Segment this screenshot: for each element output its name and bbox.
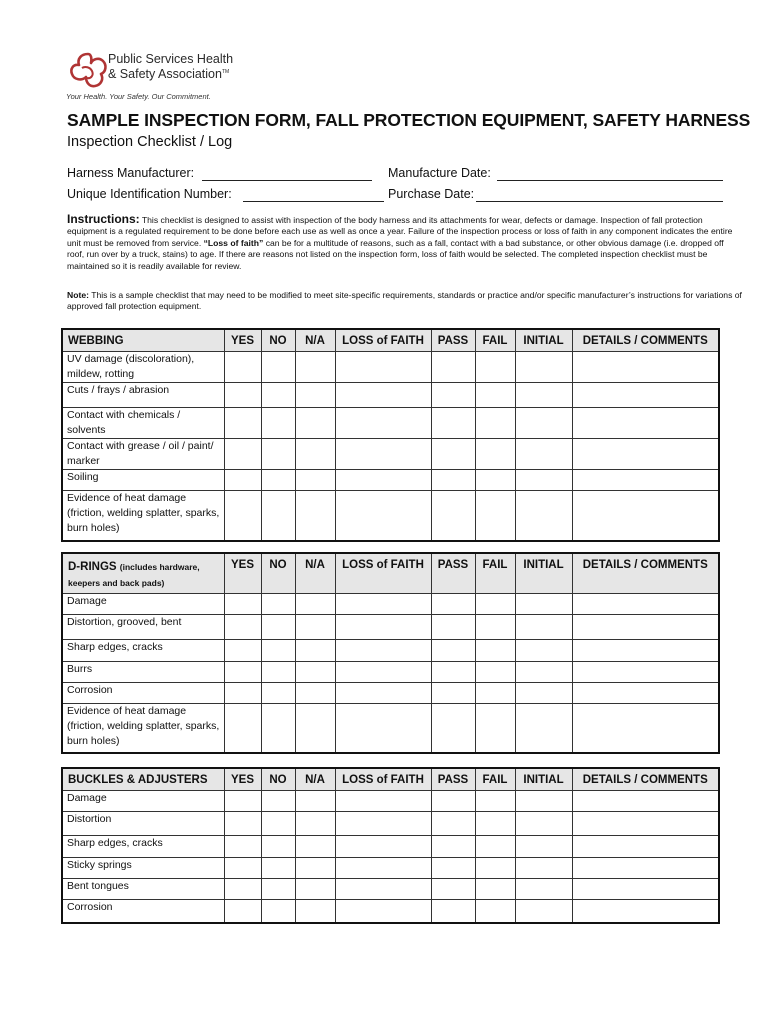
item-label: Soiling — [62, 470, 224, 491]
instructions-paragraph: Instructions: This checklist is designed to assist with inspection of the body harness and its attachments for wear, defects or damage. Inspection of fall protection equipment is a regulated requirement to be done before each use as well as once a year. Failure of the inspection process or loss of faith in any component indicates the entire unit must be removed from service. “Loss of faith” can be for a multitude of reasons, such as a fall, contact with a bad substance, or other obvious damage (i.e. dropped off roof, run over by a truck, stains) to age. If there are reasons not listed on the inspection form, loss of faith would be selected. The completed inspection checklist must be maintained so it is readily available for review. — [67, 212, 733, 271]
cell-fail[interactable] — [475, 439, 515, 470]
cell-pass[interactable] — [431, 470, 475, 491]
cell-initial[interactable] — [515, 491, 572, 541]
cell-pass[interactable] — [431, 879, 475, 900]
cell-yes[interactable] — [224, 594, 261, 615]
cell-no[interactable] — [261, 836, 295, 858]
cell-yes[interactable] — [224, 439, 261, 470]
cell-initial[interactable] — [515, 640, 572, 662]
cell-fail[interactable] — [475, 383, 515, 408]
cell-yes[interactable] — [224, 383, 261, 408]
cell-na[interactable] — [295, 836, 335, 858]
cell-na[interactable] — [295, 858, 335, 879]
cell-loss-of-faith[interactable] — [335, 615, 431, 640]
cell-fail[interactable] — [475, 704, 515, 753]
cell-initial[interactable] — [515, 408, 572, 439]
cell-pass[interactable] — [431, 836, 475, 858]
cell-fail[interactable] — [475, 491, 515, 541]
cell-pass[interactable] — [431, 408, 475, 439]
cell-yes[interactable] — [224, 615, 261, 640]
cell-comments[interactable] — [572, 491, 719, 541]
cell-comments[interactable] — [572, 704, 719, 753]
cell-no[interactable] — [261, 640, 295, 662]
col-fail: FAIL — [475, 553, 515, 594]
cell-pass[interactable] — [431, 704, 475, 753]
cell-pass[interactable] — [431, 640, 475, 662]
cell-no[interactable] — [261, 812, 295, 836]
col-yes: YES — [224, 329, 261, 352]
cell-loss-of-faith[interactable] — [335, 662, 431, 683]
col-initial: INITIAL — [515, 768, 572, 791]
d-rings-checklist-table — [61, 552, 720, 754]
cell-fail[interactable] — [475, 352, 515, 383]
cell-initial[interactable] — [515, 791, 572, 812]
col-initial: INITIAL — [515, 329, 572, 352]
item-label: Damage — [62, 791, 224, 812]
cell-yes[interactable] — [224, 704, 261, 753]
cell-fail[interactable] — [475, 900, 515, 923]
item-label: Evidence of heat damage (friction, welding splatter, sparks, burn holes) — [62, 704, 224, 753]
section-title: WEBBING — [62, 329, 224, 352]
col-details-comments: DETAILS / COMMENTS — [572, 768, 719, 791]
cell-fail[interactable] — [475, 812, 515, 836]
cell-initial[interactable] — [515, 812, 572, 836]
cell-loss-of-faith[interactable] — [335, 791, 431, 812]
cell-initial[interactable] — [515, 662, 572, 683]
col-na: N/A — [295, 553, 335, 594]
organization-logo — [66, 50, 246, 104]
table-row — [62, 352, 719, 383]
cell-fail[interactable] — [475, 470, 515, 491]
cell-no[interactable] — [261, 470, 295, 491]
col-no: NO — [261, 768, 295, 791]
cell-na[interactable] — [295, 662, 335, 683]
cell-no[interactable] — [261, 383, 295, 408]
table-row — [62, 383, 719, 408]
cell-initial[interactable] — [515, 900, 572, 923]
item-label: Contact with grease / oil / paint/ marker — [62, 439, 224, 470]
col-no: NO — [261, 553, 295, 594]
organization-tagline: Your Health. Your Safety. Our Commitment. — [66, 92, 211, 101]
item-label: Burrs — [62, 662, 224, 683]
table-row — [62, 615, 719, 640]
table-row — [62, 812, 719, 836]
item-label: Bent tongues — [62, 879, 224, 900]
cell-initial[interactable] — [515, 683, 572, 704]
cell-na[interactable] — [295, 439, 335, 470]
item-label: Corrosion — [62, 683, 224, 704]
table-row — [62, 704, 719, 753]
cell-no[interactable] — [261, 879, 295, 900]
buckles-adjusters-checklist-table — [61, 767, 720, 924]
cell-comments[interactable] — [572, 352, 719, 383]
table-row — [62, 879, 719, 900]
form-title: SAMPLE INSPECTION FORM, FALL PROTECTION EQUIPMENT, SAFETY HARNESS — [67, 110, 751, 130]
purchase-date-label: Purchase Date: — [388, 187, 475, 201]
unique-id-line[interactable] — [243, 201, 384, 202]
cell-loss-of-faith[interactable] — [335, 812, 431, 836]
cell-na[interactable] — [295, 352, 335, 383]
col-na: N/A — [295, 768, 335, 791]
cell-na[interactable] — [295, 791, 335, 812]
cell-yes[interactable] — [224, 408, 261, 439]
cell-comments[interactable] — [572, 836, 719, 858]
cell-na[interactable] — [295, 594, 335, 615]
col-initial: INITIAL — [515, 553, 572, 594]
cell-comments[interactable] — [572, 683, 719, 704]
psh-logo-icon — [68, 50, 108, 92]
cell-pass[interactable] — [431, 615, 475, 640]
cell-yes[interactable] — [224, 879, 261, 900]
item-label: Distortion, grooved, bent — [62, 615, 224, 640]
unique-id-label: Unique Identification Number: — [67, 187, 232, 201]
cell-na[interactable] — [295, 900, 335, 923]
table-header-row — [62, 553, 719, 594]
cell-yes[interactable] — [224, 858, 261, 879]
table-row — [62, 470, 719, 491]
col-fail: FAIL — [475, 329, 515, 352]
cell-pass[interactable] — [431, 683, 475, 704]
cell-comments[interactable] — [572, 662, 719, 683]
table-row — [62, 662, 719, 683]
cell-fail[interactable] — [475, 836, 515, 858]
table-header-row — [62, 768, 719, 791]
cell-no[interactable] — [261, 352, 295, 383]
col-loss-of-faith: LOSS of FAITH — [335, 329, 431, 352]
table-header-row — [62, 329, 719, 352]
trademark-mark: TM — [221, 69, 230, 75]
cell-na[interactable] — [295, 615, 335, 640]
cell-yes[interactable] — [224, 662, 261, 683]
cell-loss-of-faith[interactable] — [335, 640, 431, 662]
cell-yes[interactable] — [224, 491, 261, 541]
cell-pass[interactable] — [431, 352, 475, 383]
col-pass: PASS — [431, 768, 475, 791]
cell-comments[interactable] — [572, 594, 719, 615]
cell-na[interactable] — [295, 640, 335, 662]
cell-pass[interactable] — [431, 812, 475, 836]
cell-no[interactable] — [261, 900, 295, 923]
table-row — [62, 439, 719, 470]
cell-no[interactable] — [261, 662, 295, 683]
cell-loss-of-faith[interactable] — [335, 594, 431, 615]
cell-no[interactable] — [261, 439, 295, 470]
cell-initial[interactable] — [515, 383, 572, 408]
cell-loss-of-faith[interactable] — [335, 408, 431, 439]
cell-yes[interactable] — [224, 812, 261, 836]
table-row — [62, 683, 719, 704]
cell-loss-of-faith[interactable] — [335, 836, 431, 858]
cell-na[interactable] — [295, 704, 335, 753]
table-row — [62, 491, 719, 541]
table-row — [62, 791, 719, 812]
item-label: Corrosion — [62, 900, 224, 923]
cell-initial[interactable] — [515, 704, 572, 753]
cell-loss-of-faith[interactable] — [335, 900, 431, 923]
cell-loss-of-faith[interactable] — [335, 683, 431, 704]
form-subtitle: Inspection Checklist / Log — [67, 134, 233, 150]
cell-pass[interactable] — [431, 594, 475, 615]
cell-na[interactable] — [295, 408, 335, 439]
col-na: N/A — [295, 329, 335, 352]
cell-loss-of-faith[interactable] — [335, 439, 431, 470]
col-yes: YES — [224, 768, 261, 791]
item-label: Sharp edges, cracks — [62, 640, 224, 662]
item-label: UV damage (discoloration), mildew, rotting — [62, 352, 224, 383]
cell-initial[interactable] — [515, 858, 572, 879]
cell-fail[interactable] — [475, 791, 515, 812]
cell-comments[interactable] — [572, 615, 719, 640]
cell-fail[interactable] — [475, 879, 515, 900]
cell-no[interactable] — [261, 683, 295, 704]
item-label: Evidence of heat damage (friction, welding splatter, sparks, burn holes) — [62, 491, 224, 541]
cell-loss-of-faith[interactable] — [335, 858, 431, 879]
purchase-date-line[interactable] — [476, 201, 723, 202]
section-title: BUCKLES & ADJUSTERS — [62, 768, 224, 791]
cell-no[interactable] — [261, 594, 295, 615]
item-label: Cuts / frays / abrasion — [62, 383, 224, 408]
cell-comments[interactable] — [572, 383, 719, 408]
cell-initial[interactable] — [515, 594, 572, 615]
manufacturer-label: Harness Manufacturer: — [67, 166, 195, 180]
manufacture-date-label: Manufacture Date: — [388, 166, 491, 180]
cell-initial[interactable] — [515, 836, 572, 858]
cell-fail[interactable] — [475, 662, 515, 683]
cell-yes[interactable] — [224, 683, 261, 704]
cell-loss-of-faith[interactable] — [335, 383, 431, 408]
cell-yes[interactable] — [224, 352, 261, 383]
cell-comments[interactable] — [572, 470, 719, 491]
table-row — [62, 836, 719, 858]
cell-na[interactable] — [295, 383, 335, 408]
cell-fail[interactable] — [475, 640, 515, 662]
cell-loss-of-faith[interactable] — [335, 704, 431, 753]
table-row — [62, 408, 719, 439]
cell-initial[interactable] — [515, 352, 572, 383]
cell-no[interactable] — [261, 858, 295, 879]
cell-pass[interactable] — [431, 791, 475, 812]
col-pass: PASS — [431, 553, 475, 594]
cell-comments[interactable] — [572, 408, 719, 439]
cell-loss-of-faith[interactable] — [335, 352, 431, 383]
cell-fail[interactable] — [475, 858, 515, 879]
cell-fail[interactable] — [475, 408, 515, 439]
cell-na[interactable] — [295, 491, 335, 541]
cell-comments[interactable] — [572, 812, 719, 836]
col-yes: YES — [224, 553, 261, 594]
cell-yes[interactable] — [224, 900, 261, 923]
section-title-note: (includes hardware, keepers and back pads) — [68, 562, 200, 588]
cell-comments[interactable] — [572, 879, 719, 900]
cell-fail[interactable] — [475, 683, 515, 704]
table-row — [62, 900, 719, 923]
item-label: Contact with chemicals / solvents — [62, 408, 224, 439]
cell-initial[interactable] — [515, 439, 572, 470]
cell-loss-of-faith[interactable] — [335, 879, 431, 900]
col-loss-of-faith: LOSS of FAITH — [335, 553, 431, 594]
cell-yes[interactable] — [224, 640, 261, 662]
manufacturer-line[interactable] — [202, 180, 372, 181]
cell-pass[interactable] — [431, 383, 475, 408]
cell-initial[interactable] — [515, 879, 572, 900]
manufacture-date-line[interactable] — [497, 180, 723, 181]
cell-na[interactable] — [295, 879, 335, 900]
cell-loss-of-faith[interactable] — [335, 470, 431, 491]
cell-yes[interactable] — [224, 836, 261, 858]
table-row — [62, 640, 719, 662]
cell-pass[interactable] — [431, 900, 475, 923]
organization-name: Public Services Health & Safety Association™ — [108, 52, 234, 82]
col-fail: FAIL — [475, 768, 515, 791]
cell-comments[interactable] — [572, 640, 719, 662]
col-details-comments: DETAILS / COMMENTS — [572, 329, 719, 352]
cell-comments[interactable] — [572, 439, 719, 470]
item-label: Distortion — [62, 812, 224, 836]
cell-no[interactable] — [261, 491, 295, 541]
cell-pass[interactable] — [431, 662, 475, 683]
cell-no[interactable] — [261, 615, 295, 640]
cell-yes[interactable] — [224, 791, 261, 812]
col-no: NO — [261, 329, 295, 352]
cell-pass[interactable] — [431, 439, 475, 470]
webbing-checklist-table — [61, 328, 720, 542]
cell-pass[interactable] — [431, 858, 475, 879]
col-loss-of-faith: LOSS of FAITH — [335, 768, 431, 791]
cell-fail[interactable] — [475, 594, 515, 615]
cell-pass[interactable] — [431, 491, 475, 541]
col-pass: PASS — [431, 329, 475, 352]
cell-yes[interactable] — [224, 470, 261, 491]
cell-comments[interactable] — [572, 900, 719, 923]
cell-no[interactable] — [261, 791, 295, 812]
note-paragraph: Note: This is a sample checklist that may need to be modified to meet site-specific requirements, standards or practice and/or specific manufacturer’s instructions for variations of approved fall protection equipment. — [67, 290, 742, 312]
cell-comments[interactable] — [572, 791, 719, 812]
item-label: Damage — [62, 594, 224, 615]
cell-na[interactable] — [295, 812, 335, 836]
cell-na[interactable] — [295, 683, 335, 704]
item-label: Sharp edges, cracks — [62, 836, 224, 858]
cell-na[interactable] — [295, 470, 335, 491]
table-row — [62, 858, 719, 879]
col-details-comments: DETAILS / COMMENTS — [572, 553, 719, 594]
section-title: D-RINGS (includes hardware, keepers and back pads) — [62, 553, 224, 594]
cell-initial[interactable] — [515, 470, 572, 491]
item-label: Sticky springs — [62, 858, 224, 879]
cell-loss-of-faith[interactable] — [335, 491, 431, 541]
cell-initial[interactable] — [515, 615, 572, 640]
table-row — [62, 594, 719, 615]
cell-no[interactable] — [261, 408, 295, 439]
cell-comments[interactable] — [572, 858, 719, 879]
cell-no[interactable] — [261, 704, 295, 753]
cell-fail[interactable] — [475, 615, 515, 640]
